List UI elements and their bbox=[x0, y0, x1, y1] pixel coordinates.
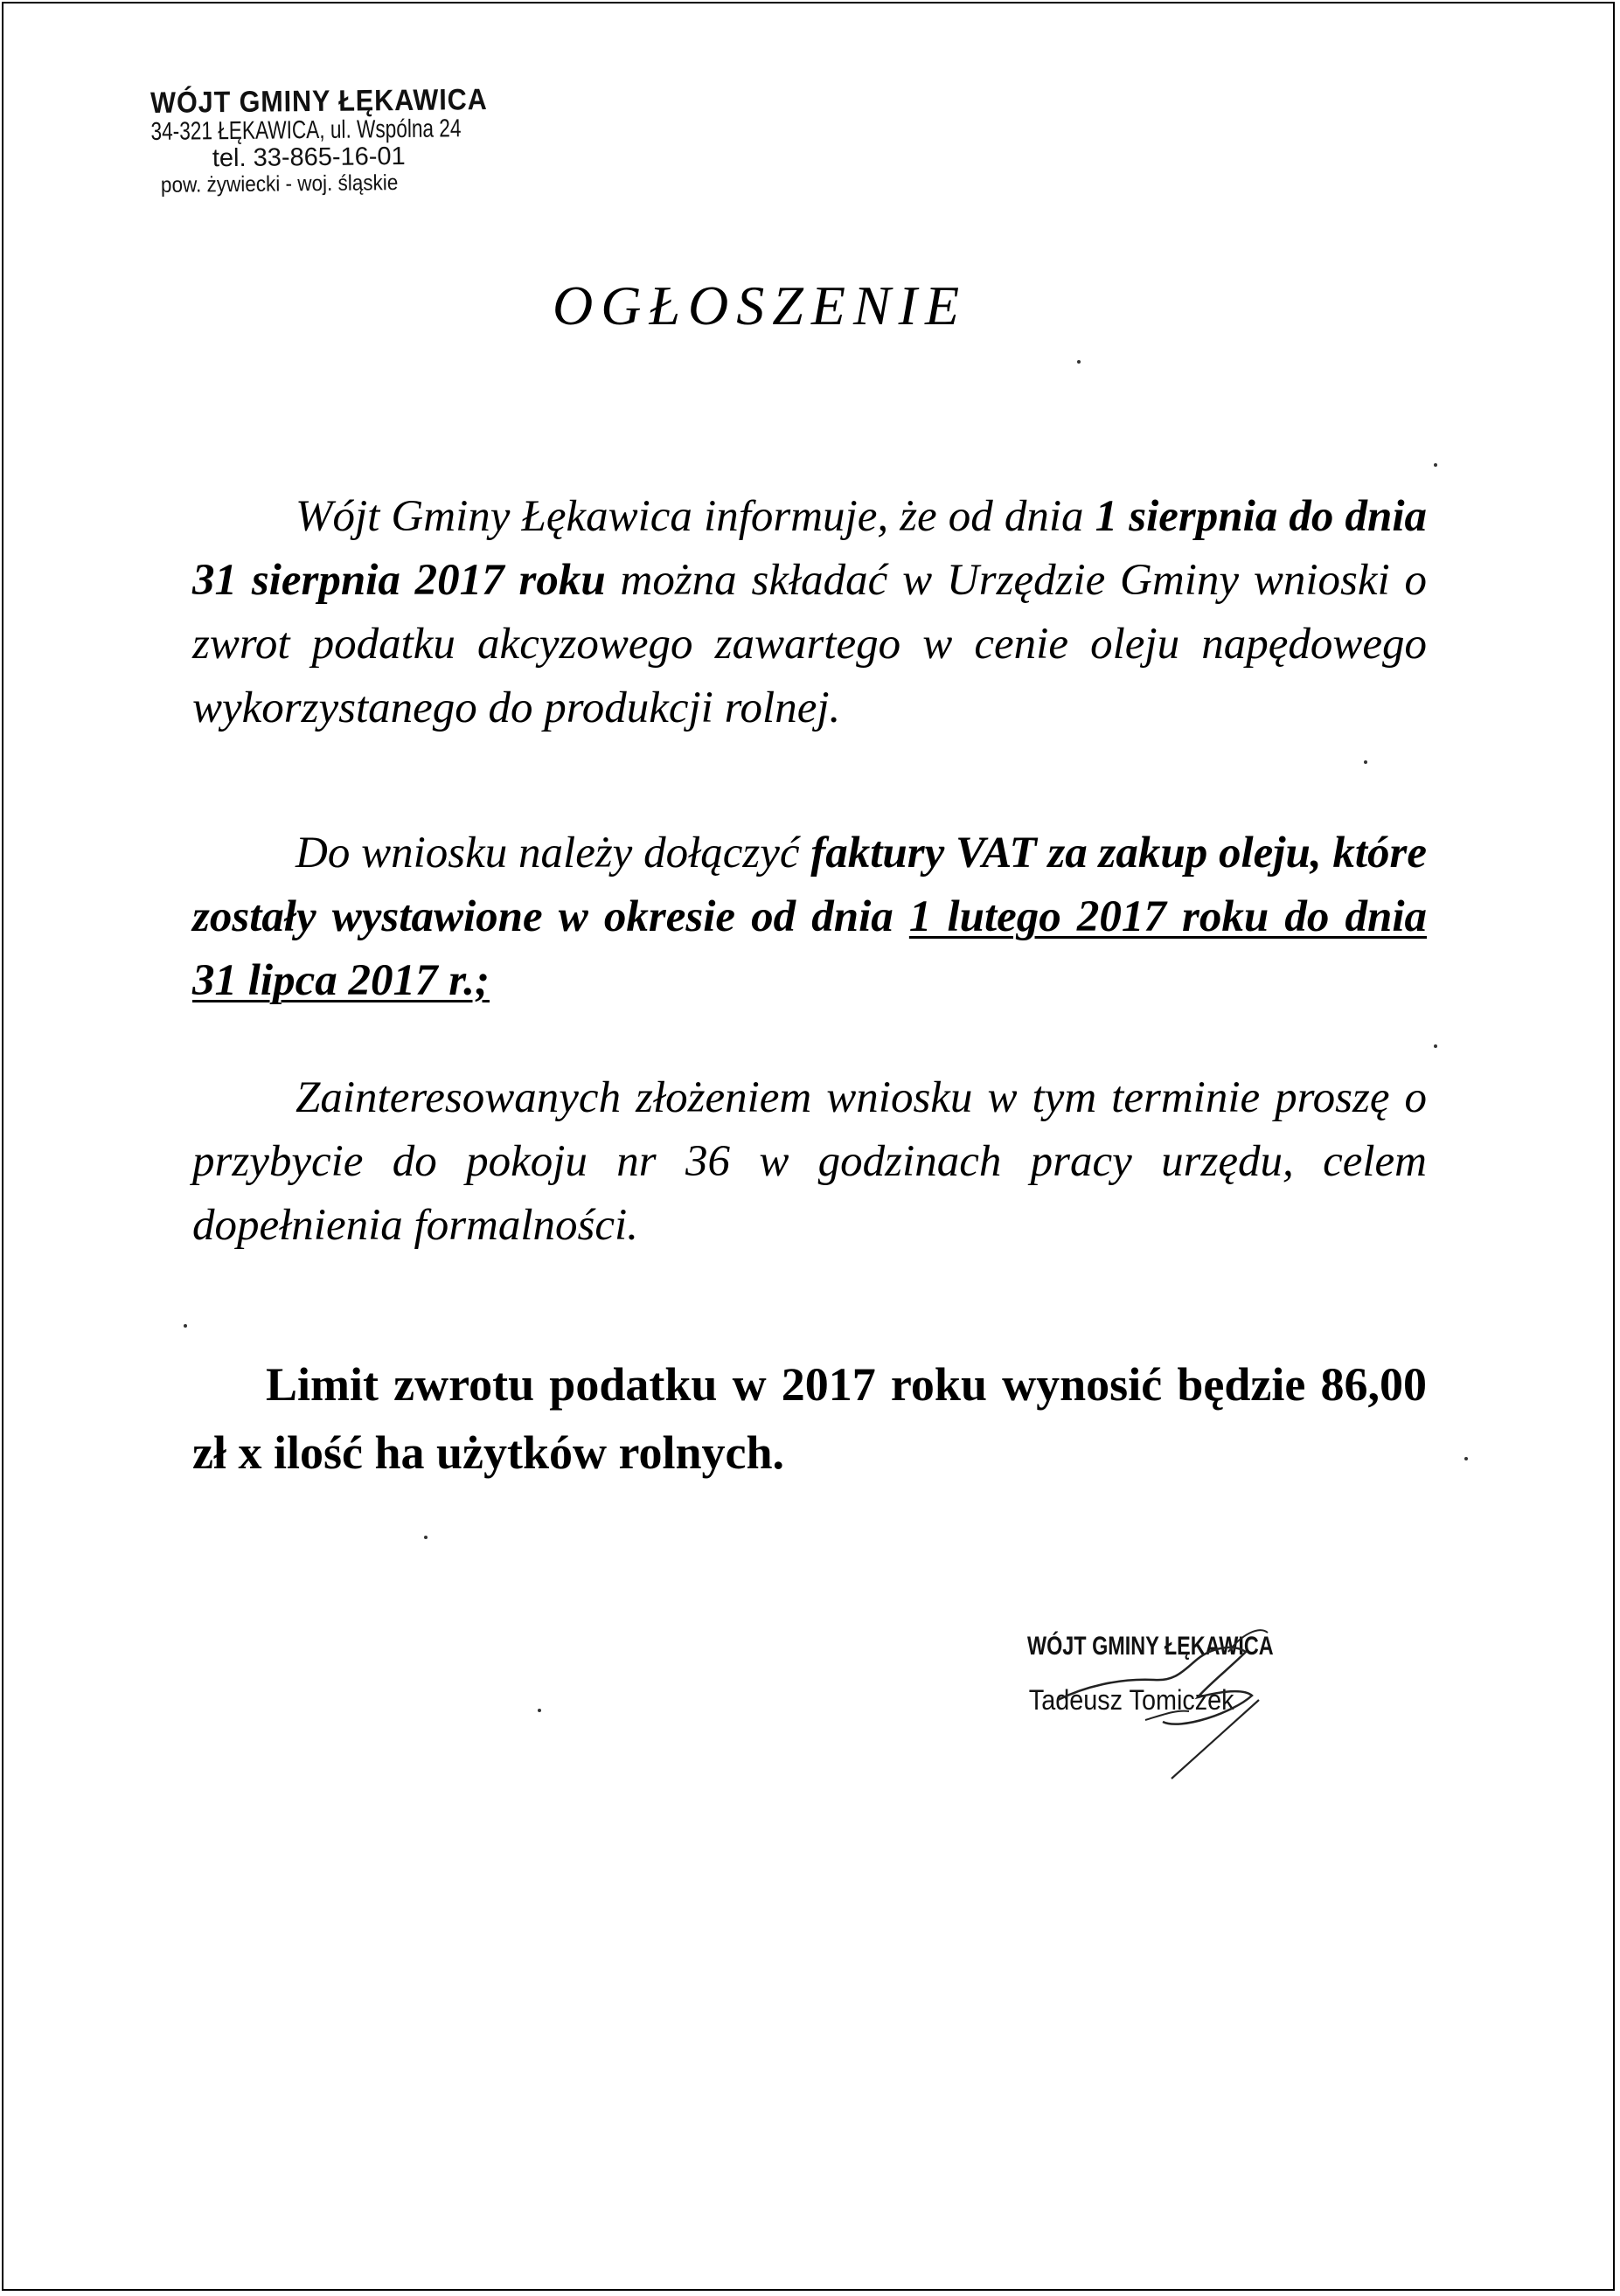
refund-limit bbox=[192, 1350, 1427, 1487]
refund-limit-text: Limit zwrotu podatku w 2017 roku wynosić będzie 86,00 zł x ilość ha użytków rolnych. bbox=[192, 1358, 1427, 1479]
stamp-address: 34-321 ŁĘKAWICA, ul. Wspólna 24 bbox=[150, 114, 462, 146]
handwritten-signature bbox=[1023, 1617, 1320, 1783]
paragraph-invoices bbox=[192, 822, 1427, 1013]
paragraph-invoices-rest: VAT za zakup oleju, które zostały wystawione w okresie od dnia bbox=[192, 829, 1427, 941]
signature-name: Tadeusz Tomiczek bbox=[1028, 1684, 1234, 1716]
paragraph-deadline bbox=[192, 485, 1427, 740]
deadline-dates: 1 sierpnia do dnia 31 sierpnia 2017 roku bbox=[192, 492, 1427, 605]
stamp-phone: tel. 33-865-16-01 bbox=[212, 142, 406, 173]
invoice-period: 1 lutego 2017 roku do dnia 31 lipca 2017 r.; bbox=[192, 892, 1427, 1005]
stamp-office-name: WÓJT GMINY ŁĘKAWICA bbox=[149, 82, 488, 120]
scan-speck bbox=[538, 1709, 541, 1712]
office-stamp bbox=[150, 84, 518, 198]
scan-speck bbox=[1077, 360, 1081, 364]
paragraph-visit-text: Zainteresowanych złożeniem wniosku w tym terminie proszę o przybycie do pokoju nr 36 w godzinach pracy urzędu, celem dopełnienia formalności. bbox=[192, 1073, 1427, 1250]
scan-speck bbox=[424, 1536, 428, 1539]
paragraph-deadline-rest: można składać w Urzędzie Gminy wnioski o zwrot podatku akcyzowego zawartego w cenie oleju napędowego wykorzystanego do produkcji rolnej. bbox=[192, 556, 1427, 732]
paragraph-invoices-intro: Do wniosku należy dołączyć bbox=[295, 829, 811, 877]
scan-speck bbox=[184, 1324, 187, 1328]
signature-office: WÓJT GMINY ŁĘKAWICA bbox=[1027, 1632, 1274, 1661]
announcement-title: OGŁOSZENIE bbox=[553, 274, 968, 336]
paragraph-visit bbox=[192, 1066, 1427, 1258]
scan-speck bbox=[1364, 760, 1367, 764]
scan-speck bbox=[1434, 1044, 1437, 1048]
paragraph-deadline-intro: Wójt Gminy Łękawica informuje, że od dnia bbox=[295, 492, 1095, 541]
scan-speck bbox=[1464, 1457, 1468, 1460]
scan-speck bbox=[1434, 463, 1437, 467]
stamp-region: pow. żywiecki - woj. śląskie bbox=[160, 170, 399, 198]
invoices-keyword: faktury bbox=[810, 829, 945, 877]
